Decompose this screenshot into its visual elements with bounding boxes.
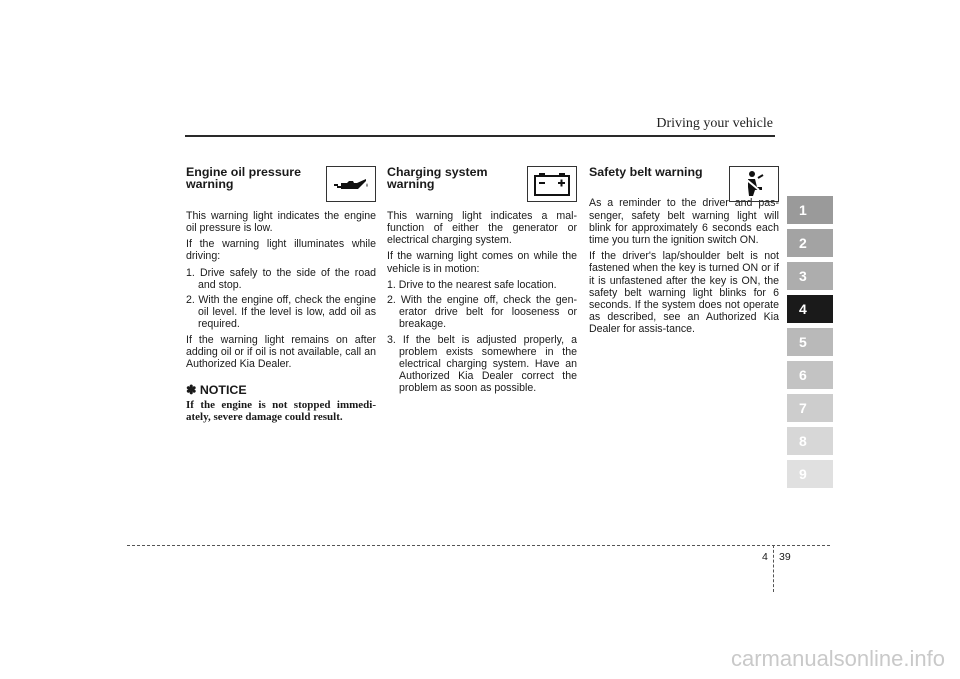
paragraph: If the warning light comes on while the vehicle is in motion: (387, 250, 577, 275)
battery-icon (527, 166, 577, 202)
paragraph: If the driver's lap/shoulder belt is not fastened when the key is turned ON or if it is unfastened after the key is ON, the safety belt warning light blinks for 6 seconds. If the system does not operate as described, see an Authorized Kia Dealer for assis-tance. (589, 250, 779, 336)
list-item: 2. With the engine off, check the engine oil level. If the level is low, add oil as required. (186, 294, 376, 331)
page-chapter: 4 (762, 551, 768, 563)
section-heading: Engine oil pressure warning (186, 165, 301, 192)
paragraph: If the warning light remains on after adding oil or if oil is not available, call an Authorized Kia Dealer. (186, 333, 376, 371)
list-item: 3. If the belt is adjusted properly, a problem exists somewhere in the electrical charging system. Have an Authorized Kia Dealer correct the problem as soon as possible. (387, 333, 577, 395)
section-heading: Safety belt warning (589, 165, 703, 179)
chapter-tab-8[interactable]: 8 (787, 427, 833, 455)
chapter-tab-4[interactable]: 4 (787, 295, 833, 323)
list-item: 2. With the engine off, check the gen-erator drive belt for looseness or breakage. (387, 294, 577, 331)
list-item: 1. Drive safely to the side of the road and stop. (186, 266, 376, 291)
paragraph: This warning light indicates the engine oil pressure is low. (186, 209, 376, 235)
section-engine-oil (186, 166, 376, 423)
chapter-tab-2[interactable]: 2 (787, 229, 833, 257)
section-heading: Charging system warning (387, 165, 488, 192)
oil-can-icon (326, 166, 376, 202)
seatbelt-icon (729, 166, 779, 202)
chapter-tab-7[interactable]: 7 (787, 394, 833, 422)
chapter-tab-9[interactable]: 9 (787, 460, 833, 488)
header-rule (185, 135, 775, 137)
list-item: 1. Drive to the nearest safe location. (387, 278, 557, 291)
paragraph: As a reminder to the driver and pas-senger, safety belt warning light will blink for approximately 6 seconds each time you turn the ignition switch ON. (589, 197, 779, 247)
section-charging (387, 166, 577, 398)
paragraph: If the warning light illuminates while driving: (186, 238, 376, 263)
footer-rule (127, 545, 830, 546)
chapter-tab-5[interactable]: 5 (787, 328, 833, 356)
page-number: 39 (779, 551, 791, 563)
chapter-tab-3[interactable]: 3 (787, 262, 833, 290)
section-safety-belt (589, 166, 779, 340)
footer-divider (773, 545, 774, 592)
header-title: Driving your vehicle (656, 116, 773, 131)
notice-title: ✽ NOTICE (186, 383, 247, 398)
chapter-tab-1[interactable]: 1 (787, 196, 833, 224)
notice-text: If the engine is not stopped immedi-ately, severe damage could result. (186, 399, 376, 424)
watermark: carmanualsonline.info (730, 646, 945, 671)
chapter-tab-6[interactable]: 6 (787, 361, 833, 389)
chapter-tabs (787, 196, 833, 493)
paragraph: This warning light indicates a mal-function of either the generator or electrical charging system. (387, 209, 577, 247)
